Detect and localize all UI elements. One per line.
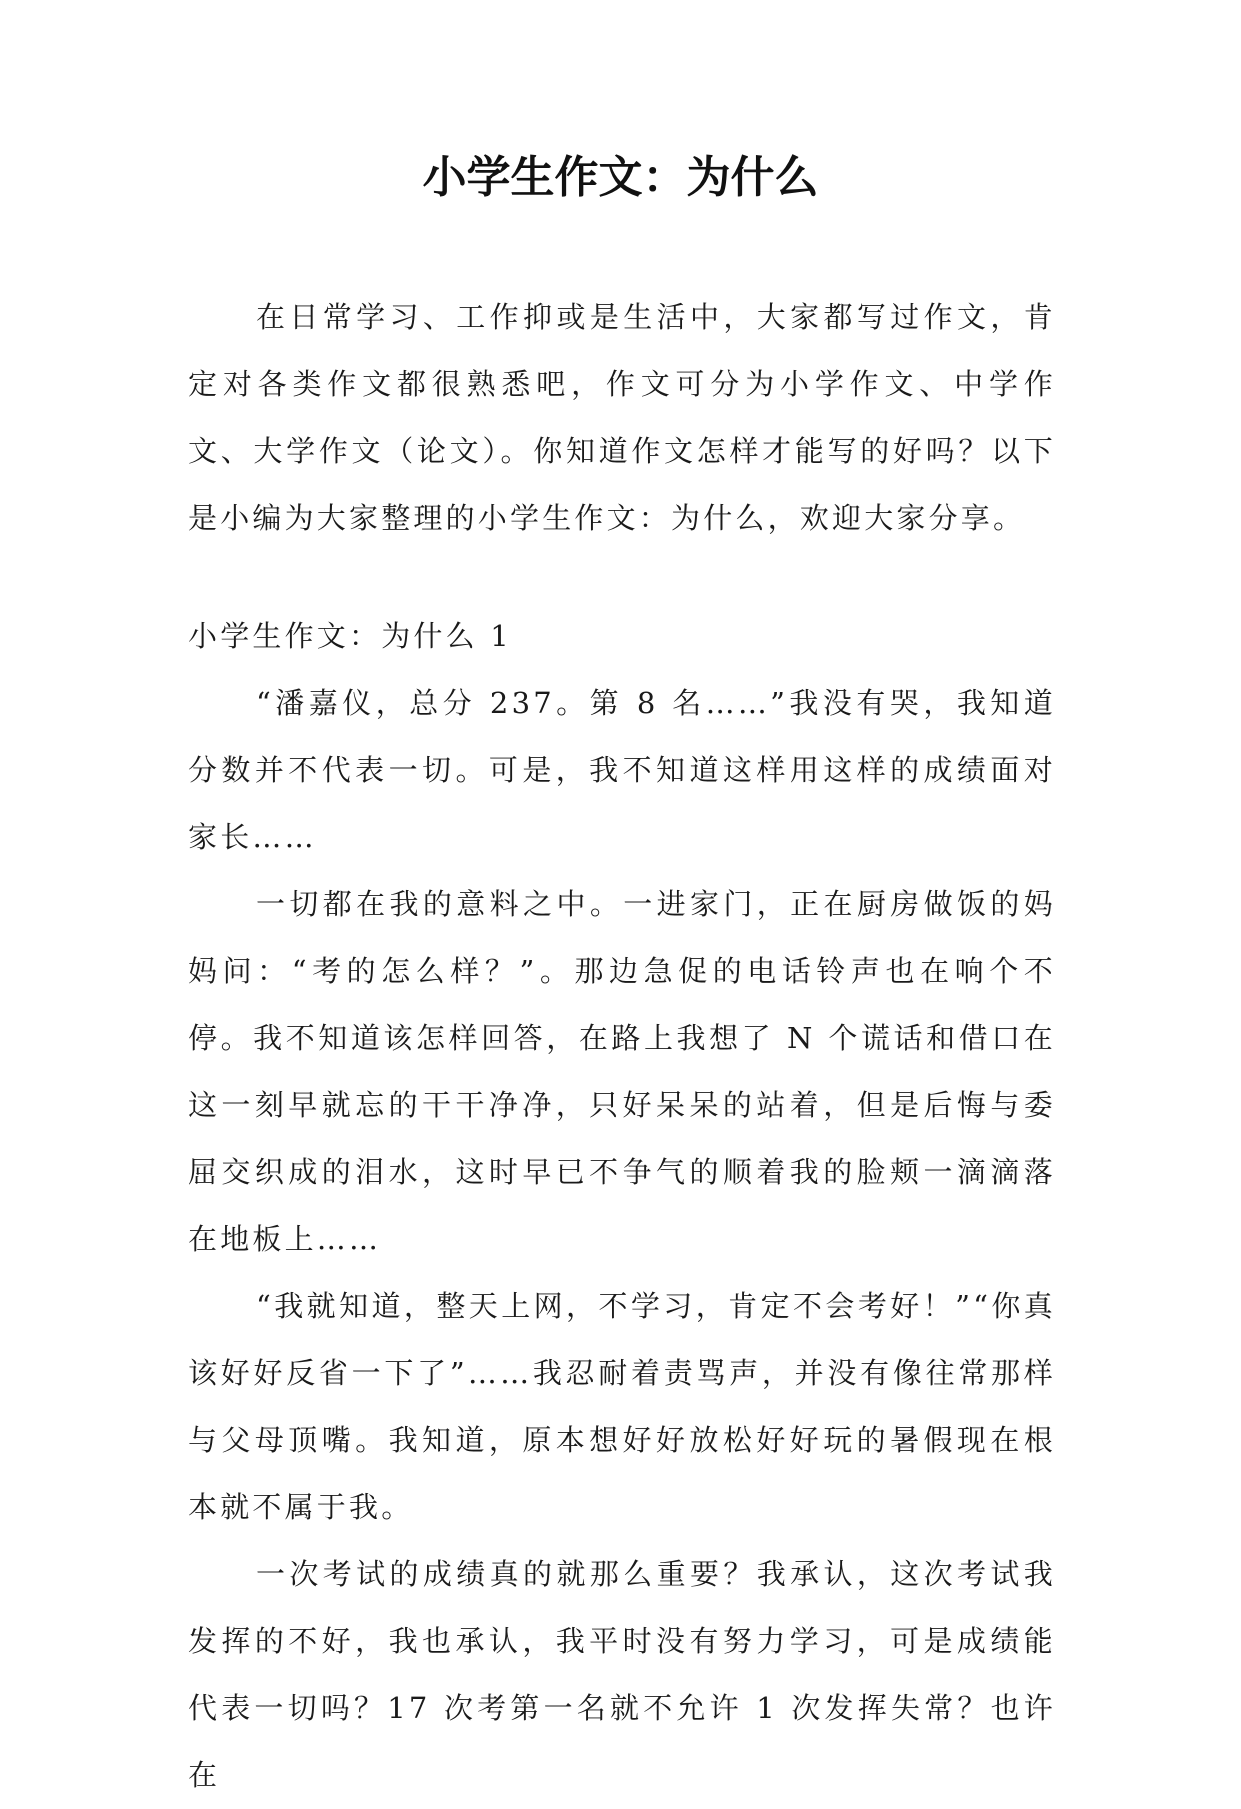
essay-paragraph: 一次考试的成绩真的就那么重要？我承认，这次考试我发挥的不好，我也承认，我平时没有努力学习，可是成绩能代表一切吗？17 次考第一名就不允许 1 次发挥失常？也许在 <box>188 1557 1056 1792</box>
document-title: 小学生作文：为什么 <box>422 152 819 203</box>
essay-paragraph: “潘嘉仪，总分 237。第 8 名……”我没有哭，我知道分数并不代表一切。可是，我不知道这样用这样的成绩面对家长…… <box>188 686 1056 854</box>
essay-paragraph: “我就知道，整天上网，不学习，肯定不会考好！”“你真该好好反省一下了”……我忍耐着责骂声，并没有像往常那样与父母顶嘴。我知道，原本想好好放松好好玩的暑假现在根本就不属于我。 <box>188 1289 1056 1524</box>
essay-paragraph: 一切都在我的意料之中。一进家门，正在厨房做饭的妈妈问：“考的怎么样？”。那边急促的电话铃声也在响个不停。我不知道该怎样回答，在路上我想了 N 个谎话和借口在这一刻早就忘的干干净净，只好呆呆的站着，但是后悔与委屈交织成的泪水，这时早已不争气的顺着我的脸颊一滴滴落在地板上…… <box>188 887 1056 1256</box>
document-body <box>188 284 1056 1809</box>
section-heading: 小学生作文：为什么 1 <box>188 619 512 653</box>
intro-paragraph: 在日常学习、工作抑或是生活中，大家都写过作文，肯定对各类作文都很熟悉吧，作文可分为小学作文、中学作文、大学作文（论文）。你知道作文怎样才能写的好吗？以下是小编为大家整理的小学生作文：为什么，欢迎大家分享。 <box>188 300 1056 535</box>
